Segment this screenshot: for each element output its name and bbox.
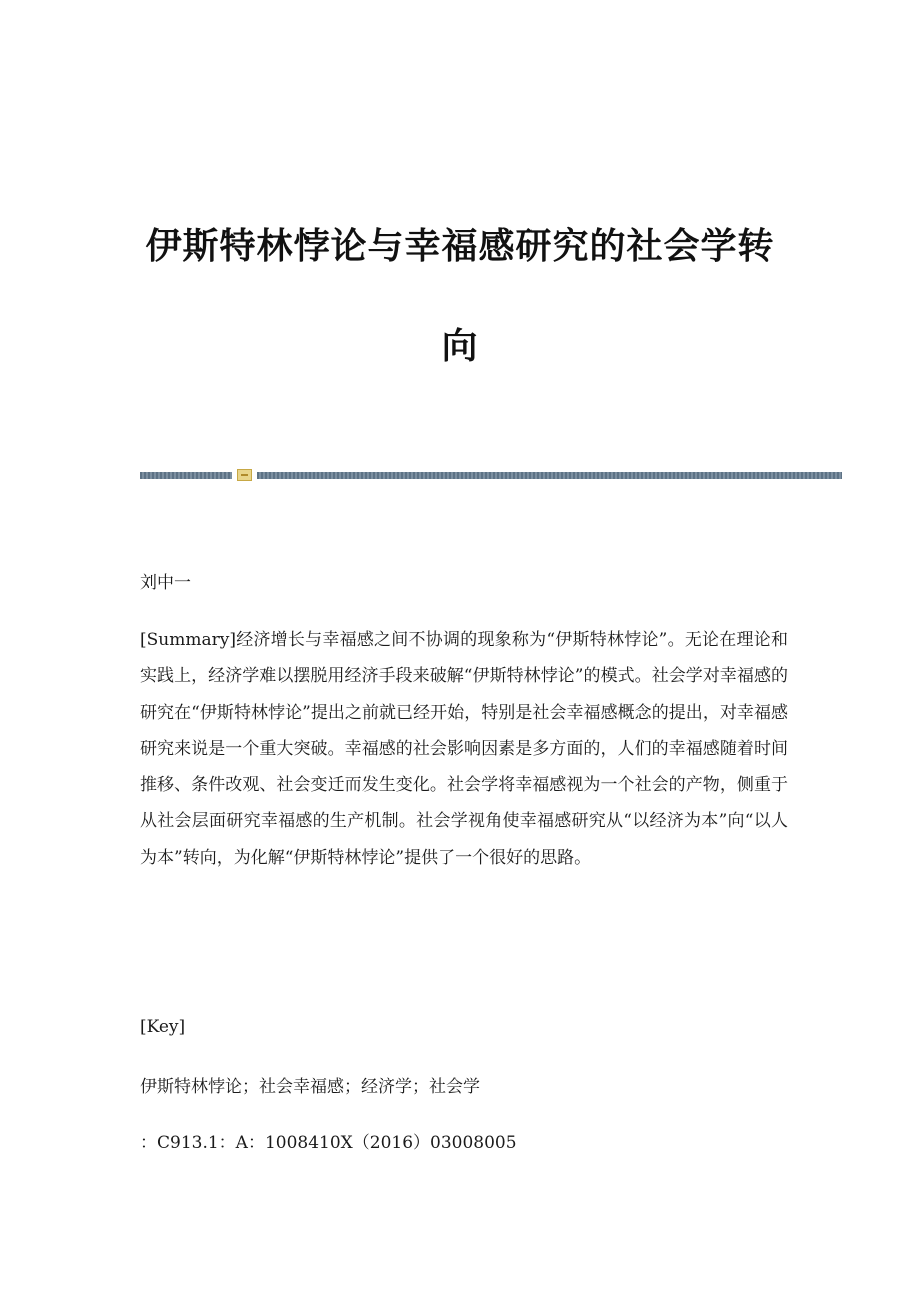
summary-paragraph: [Summary]经济增长与幸福感之间不协调的现象称为“伊斯特林悖论”。无论在理论和实践上，经济学难以摆脱用经济手段来破解“伊斯特林悖论”的模式。社会学对幸福感的研究在“伊斯特林悖论”提出之前就已经开始，特别是社会幸福感概念的提出，对幸福感研究来说是一个重大突破。幸福感的社会影响因素是多方面的，人们的幸福感随着时间推移、条件改观、社会变迁而发生变化。社会学将幸福感视为一个社会的产物，侧重于从社会层面研究幸福感的生产机制。社会学视角使幸福感研究从“以经济为本”向“以人为本”转向，为化解“伊斯特林悖论”提供了一个很好的思路。 (140, 630, 788, 868)
title-divider (140, 469, 842, 481)
divider-bar-right (257, 472, 842, 479)
document-title-line2: 向 (441, 326, 479, 367)
classification-code: ：C913.1：A：1008410X（2016）03008005 (140, 1133, 517, 1153)
key-label: [Key] (140, 1017, 186, 1037)
keywords-list: 伊斯特林悖论；社会幸福感；经济学；社会学 (140, 1077, 480, 1097)
divider-bar-left (140, 472, 232, 479)
divider-ornament-icon (237, 469, 252, 481)
document-title-line1: 伊斯特林悖论与幸福感研究的社会学转 (145, 226, 775, 267)
author-name: 刘中一 (140, 573, 191, 593)
